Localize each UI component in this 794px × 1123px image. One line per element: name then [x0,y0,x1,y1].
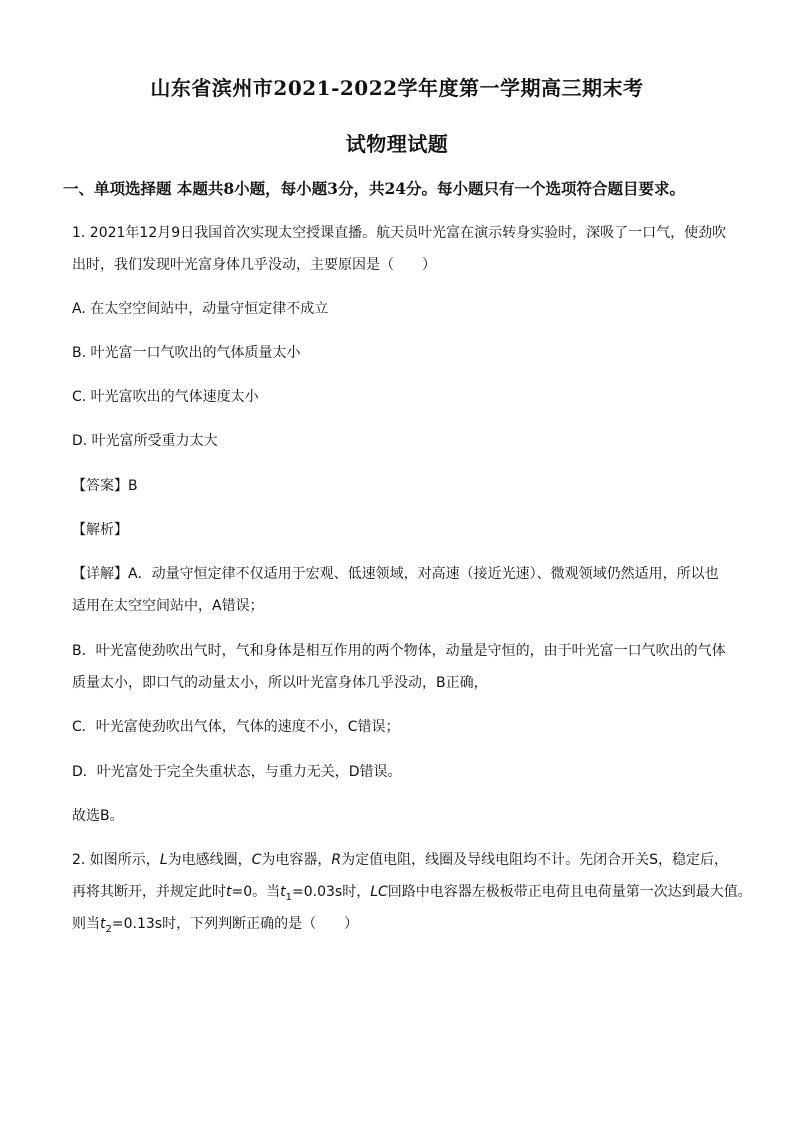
q1-option-b: B. 叶光富一口气吹出的气体质量太小 [72,345,301,361]
q1-conclusion: 故选B。 [72,808,124,824]
q2-var-t: t [226,884,232,900]
q1-analysis-label: 【解析】 [72,522,128,538]
q2-var-t1: t [280,884,286,900]
q2-line1-a: 2. 如图所示， [72,852,160,868]
document-title-line1: 山东省滨州市2021-2022学年度第一学期高三期末考 [150,76,644,100]
q1-b-line1: B．叶光富使劲吹出气时，气和身体是相互作用的两个物体，动量是守恒的，由于叶光富一口气吹出的气体 [72,643,726,659]
q2-var-C: C [251,852,262,868]
q1-detail-line2: 适用在太空空间站中，A错误； [72,598,264,614]
q2-line2-a: 再将其断开，并规定此时 [72,884,226,900]
q1-option-c: C. 叶光富吹出的气体速度太小 [72,389,259,405]
q2-line2-c: =0.03s时， [292,884,371,900]
q1-option-a: A. 在太空空间站中，动量守恒定律不成立 [72,301,329,317]
q2-var-R: R [331,852,342,868]
q2-line3-a: 则当 [72,916,100,932]
q2-line2-d: 回路中电容器左极板带正电荷且电荷量第一次达到最大值。 [387,884,752,900]
q2-var-L: L [159,852,168,868]
q1-c-line: C．叶光富使劲吹出气体，气体的速度不小，C错误； [72,719,400,735]
q2-var-t2: t [100,916,106,932]
q1-stem-line2: 出时，我们发现叶光富身体几乎没动，主要原因是（ ） [72,257,436,273]
q1-answer: 【答案】B [72,478,138,494]
q2-sub-1: 1 [285,891,293,903]
q2-line2 [72,881,752,903]
q2-line3-b: =0.13s时，下列判断正确的是（ ） [111,916,359,932]
section-heading: 一、单项选择题 本题共8小题，每小题3分，共24分。每小题只有一个选项符合题目要求。 [63,179,686,198]
q2-line1-c: 为电容器， [261,852,332,868]
q2-var-LC: LC [370,884,388,900]
q2-line1 [72,849,728,869]
q1-option-d: D. 叶光富所受重力太大 [72,433,218,449]
q1-d-line: D．叶光富处于完全失重状态，与重力无关，D错误。 [72,764,402,780]
q2-sub-2: 2 [105,923,112,935]
q1-b-line2: 质量太小，即口气的动量太小，所以叶光富身体几乎没动，B正确， [72,675,488,691]
q2-line1-b: 为电感线圈， [167,852,252,868]
q1-detail-line1: 【详解】A．动量守恒定律不仅适用于宏观、低速领域，对高速（接近光速）、微观领域仍然适用，所以也 [72,566,719,582]
q1-stem-line1: 1. 2021年12月9日我国首次实现太空授课直播。航天员叶光富在演示转身实验时，深吸了一口气，使劲吹 [72,225,727,241]
q2-line3 [72,913,358,935]
document-title-line2: 试物理试题 [345,132,449,156]
q2-line2-b: =0。当 [231,884,281,900]
q2-line1-d: 为定值电阻，线圈及导线电阻均不计。先闭合开关S，稳定后， [341,852,729,868]
